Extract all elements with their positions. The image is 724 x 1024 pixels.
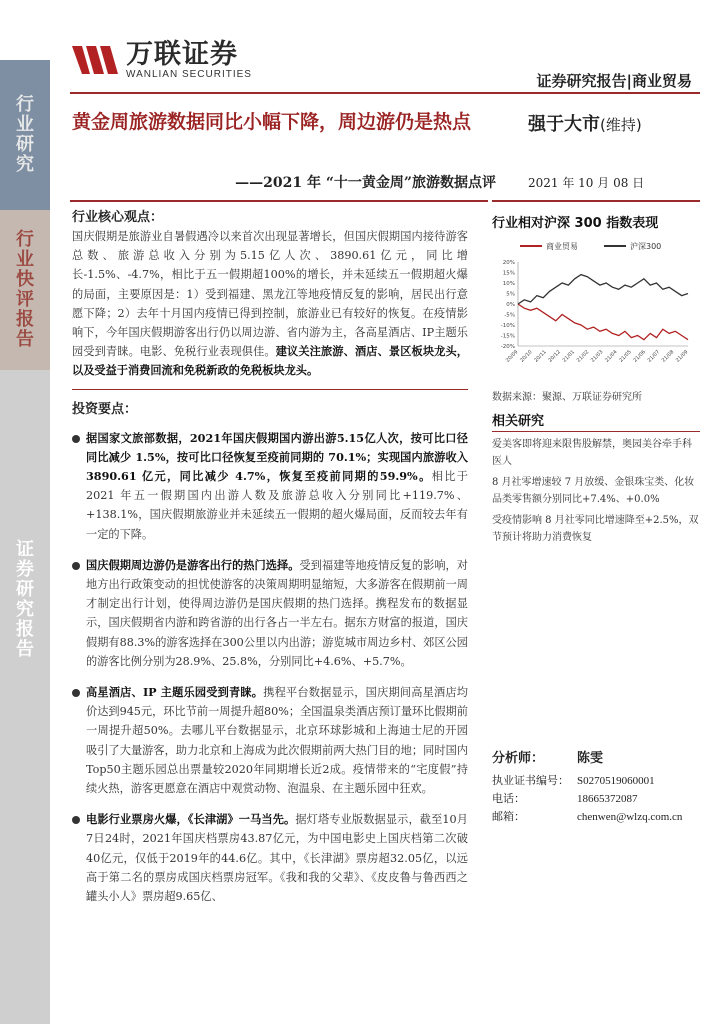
sidebar-char: 业 (16, 114, 34, 135)
x-tick-label: 20/11 (533, 349, 548, 364)
y-tick-label: -15% (500, 333, 515, 340)
y-tick-label: 5% (506, 291, 515, 298)
sidebar-char: 告 (16, 639, 34, 660)
bullet-text: 据灯塔专业版数据显示，截至10月7日24时，2021年国庆档票房43.87亿元，为中国电影史上国庆档第二次破40亿元，仅低于2019年的44.6亿。其中，《长津湖》票房超32.05亿，以远高于第二名的票房成国庆档票房冠军。《我和我的父辈》、《皮皮鲁与鲁西西之罐头小人》票房超9.65亿、 (86, 813, 468, 904)
core-view-heading: 行业核心观点： (72, 210, 164, 225)
core-view-recommendation: 建议关注旅游、酒店、景区板块龙头，以及受益于消费回流和免税新政的免税板块龙头。 (72, 344, 468, 378)
relative-performance-chart (492, 234, 700, 384)
sidebar-securities-research-report (0, 370, 50, 1024)
right-column-divider (492, 200, 700, 202)
rating (528, 110, 642, 136)
invest-heading: 投资要点： (72, 401, 138, 417)
sidebar-char: 快 (16, 269, 34, 290)
bullet-bold-text: 电影行业票房火爆，《长津湖》一马当先。 (86, 812, 296, 827)
bullet-item (72, 556, 468, 671)
y-tick-label: -20% (500, 344, 515, 350)
sidebar-char: 行 (16, 94, 34, 115)
rating-note: (维持) (600, 116, 642, 134)
rating-value: 强于大市 (528, 114, 600, 135)
sidebar-char: 究 (16, 599, 34, 620)
analyst-info-key: 执业证书编号： (492, 774, 569, 787)
core-view-text: 国庆假期是旅游业自暑假遇冷以来首次出现显著增长，但国庆假期国内接待游客总数、旅游总收入分别为5.15亿人次、3890.61亿元，同比增长-1.5%、-4.7%，相比于五一假期超100%的增长，并未延续五一假期超火爆的局面，主要原因是：1）受到福建、黑龙江等地疫情反复的影响，居民出行意愿下降；2）去年十月国内疫情已得到控制，旅游业已有较好的恢复。在疫情影响下，今年国庆假期游客出行仍以周边游、省内游为主，各高星酒店、IP主题乐园受到青睐。电影、免税行业表现俱佳。 (72, 230, 468, 359)
sidebar-char: 评 (16, 289, 34, 310)
x-tick-label: 20/09 (504, 349, 520, 364)
analyst-label: 分析师： (492, 751, 545, 766)
report-subtitle: ——2021 年 “十一黄金周”旅游数据点评 (235, 175, 496, 191)
bullet-item (72, 810, 468, 906)
x-tick-label: 21/05 (618, 349, 633, 364)
bullet-text: 携程平台数据显示，国庆期间高星酒店均价达到945元，环比节前一周提升超80%；全国温泉类酒店预订量环比假期前一周提升超50%。去哪儿平台数据显示，北京环球影城和上海迪士尼的开园吸引了大量游客，助力北京和上海成为此次假期前两大热门目的地；同时国内Top50主题乐园总出票量较2020年同期增长近2成。疫情带来的“宅度假”持续火热，游客更愿意在酒店中观赏动物、泡温泉、在主题乐园中狂欢。 (86, 686, 468, 796)
analyst-info-row (492, 772, 700, 790)
left-sidebar (0, 60, 50, 1024)
report-title: 黄金周旅游数据同比小幅下降，周边游仍是热点 (72, 111, 472, 133)
analyst-info-key: 邮箱： (492, 810, 525, 823)
sidebar-char: 券 (16, 559, 34, 580)
bullet-bold-text: 国庆假期周边游仍是游客出行的热门选择。 (86, 557, 300, 572)
series-line (518, 275, 688, 304)
wanlian-logo-icon (70, 40, 122, 80)
sidebar-char: 究 (16, 154, 34, 175)
x-tick-label: 21/04 (604, 349, 619, 364)
x-tick-label: 21/01 (561, 349, 577, 364)
analyst-block (492, 750, 700, 826)
y-tick-label: 10% (502, 281, 515, 287)
sidebar-char: 业 (16, 249, 34, 270)
bullet-text: 相比于 2021 年五一假期国内出游人数及旅游总收入分别同比+119.7%、+138.1%，国庆假期旅游业并未延续五一假期的超火爆局面，反而较去年有一定的下降。 (86, 470, 468, 541)
legend-label: 商业贸易 (546, 242, 578, 251)
related-item[interactable]: 受疫情影响 8 月社零同比增速降至+2.5%，双节预计将助力消费恢复 (492, 515, 699, 543)
x-tick-label: 21/09 (674, 349, 690, 364)
bullet-bold-text: 据国家文旅部数据，2021年国庆假期国内游出游5.15亿人次，按可比口径同比减少 1.5%，按可比口径恢复至疫前同期的 70.1%；实现国内旅游收入 3890.61 亿元，同比减少 4.7%，恢复至疫前同期的59.9%。 (86, 430, 468, 484)
bullet-item (72, 429, 468, 544)
report-date: 2021 年 10 月 08 日 (528, 176, 645, 190)
logo-english-name: WANLIAN SECURITIES (126, 68, 252, 80)
x-tick-label: 21/07 (646, 349, 662, 364)
x-tick-label: 21/02 (575, 349, 591, 364)
analyst-info-key: 电话： (492, 792, 525, 805)
sidebar-industry-research (0, 60, 50, 210)
sidebar-char: 行 (16, 229, 34, 250)
title-divider (70, 200, 488, 202)
bullet-bold-text: 高星酒店、IP 主题乐园受到青睐。 (86, 685, 264, 700)
analyst-info-row (492, 790, 700, 808)
sidebar-char: 告 (16, 329, 34, 350)
x-tick-label: 20/10 (519, 349, 534, 364)
sidebar-char: 研 (16, 579, 34, 600)
x-tick-label: 21/06 (632, 349, 647, 364)
x-tick-label: 21/03 (589, 349, 605, 364)
y-tick-label: -10% (500, 323, 515, 329)
y-tick-label: 20% (502, 260, 515, 266)
main-content (72, 206, 468, 906)
analyst-info-row (492, 808, 700, 826)
y-tick-label: -5% (504, 312, 515, 319)
chart-source: 数据来源：聚源、万联证券研究所 (492, 392, 642, 403)
analyst-name: 陈雯 (577, 751, 604, 766)
y-tick-label: 0% (506, 302, 515, 308)
sidebar-industry-flash-report (0, 210, 50, 370)
related-divider (492, 431, 700, 432)
analyst-info-value: S0270519060001 (577, 775, 655, 787)
x-tick-label: 21/08 (660, 349, 676, 364)
bullet-text: 受到福建等地疫情反复的影响，对地方出行政策变动的担忧使游客的决策周期明显缩短，大多游客在假期前一周才制定出行计划，使得周边游仍是国庆假期的热门选择。携程发布的数据显示，国庆假期省内游和跨省游的出行各占一半左右。据东方财富的报道，国庆假期有88.3%的游客选择在300公里以内出游；游览城市周边乡村、郊区公园的游客比例分别为28.9%、25.8%，分别同比+4.6%、+5.7%。 (86, 558, 468, 668)
sidebar-char: 证 (16, 539, 34, 560)
logo-chinese-name: 万联证券 (126, 38, 238, 70)
sidebar-char: 报 (16, 309, 34, 330)
sidebar-char: 研 (16, 134, 34, 155)
y-tick-label: 15% (502, 270, 515, 277)
x-tick-label: 20/12 (547, 349, 562, 364)
series-line (518, 304, 688, 340)
company-logo (70, 40, 252, 80)
header-divider (70, 92, 700, 94)
sidebar-char: 报 (16, 619, 34, 640)
analyst-header (492, 750, 700, 768)
legend-label: 沪深300 (630, 242, 662, 251)
related-item[interactable]: 8 月社零增速较 7 月放缓、金银珠宝类、化妆品类零售额分别同比+7.4%、+0.0% (492, 477, 695, 505)
core-view-paragraph (72, 227, 468, 381)
analyst-info-value: 18665372087 (577, 793, 638, 805)
report-type: 证券研究报告|商业贸易 (536, 72, 692, 90)
bullet-item (72, 683, 468, 798)
related-research (492, 410, 700, 546)
chart-title (492, 212, 700, 231)
chart-title-text: 行业相对沪深 300 指数表现 (492, 216, 659, 231)
analyst-email[interactable]: chenwen@wlzq.com.cn (577, 811, 683, 823)
related-research-heading: 相关研究 (492, 414, 545, 429)
section-divider (72, 389, 468, 390)
related-item[interactable]: 爱美客即将迎来限售股解禁，奥园美谷牵手科医人 (492, 439, 692, 467)
